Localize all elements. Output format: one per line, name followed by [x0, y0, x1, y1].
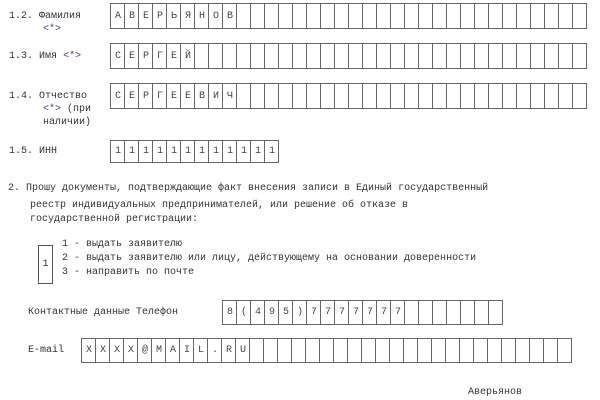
option-3: 3 - направить по почте [62, 267, 195, 278]
email-field[interactable] [81, 338, 572, 363]
char-cell [376, 338, 390, 363]
request-text-line2: реестр индивидуальных предпринимателей, или решение об отказе в [30, 200, 409, 211]
char-cell [307, 83, 321, 109]
email-value: XXXX@MAIL.RU [86, 345, 255, 356]
char-cell [405, 43, 419, 69]
char-cell [321, 3, 335, 29]
char-cell [461, 300, 475, 325]
char-cell [433, 300, 447, 325]
char-cell [419, 83, 433, 109]
char-cell [516, 338, 530, 363]
surname-label: 1.2. Фамилия [9, 11, 82, 22]
char-cell [489, 43, 503, 69]
name-field[interactable] [110, 43, 587, 69]
char-cell [460, 338, 474, 363]
char-cell [559, 83, 573, 109]
char-cell [474, 338, 488, 363]
char-cell [489, 83, 503, 109]
name-label: 1.3. Имя <*> [9, 51, 82, 62]
char-cell [432, 338, 446, 363]
char-cell [405, 3, 419, 29]
char-cell [405, 83, 419, 109]
char-cell [517, 83, 531, 109]
char-cell [419, 300, 433, 325]
char-cell [461, 43, 475, 69]
char-cell [391, 3, 405, 29]
surname-value: АВЕРЬЯНОВ [115, 10, 242, 22]
inn-field[interactable] [110, 140, 284, 163]
char-cell [377, 43, 391, 69]
char-cell [363, 3, 377, 29]
char-cell [321, 43, 335, 69]
request-text-line3: государственной регистрации: [30, 214, 199, 225]
char-cell [334, 338, 348, 363]
option-1: 1 - выдать заявителю [62, 239, 183, 250]
char-cell [447, 3, 461, 29]
char-cell [461, 3, 475, 29]
char-cell [293, 3, 307, 29]
char-cell [363, 83, 377, 109]
char-cell [362, 338, 376, 363]
char-cell [461, 83, 475, 109]
required-mark: <*> [43, 24, 62, 35]
request-text-line1: 2. Прошу документы, подтверждающие факт внесения записи в Единый государственный [8, 183, 489, 194]
char-cell [517, 43, 531, 69]
char-cell [502, 338, 516, 363]
char-cell [558, 338, 572, 363]
char-cell [349, 3, 363, 29]
char-cell [279, 43, 293, 69]
char-cell [418, 338, 432, 363]
char-cell [293, 43, 307, 69]
char-cell [447, 43, 461, 69]
email-label: E-mail [28, 345, 65, 356]
char-cell [223, 43, 237, 69]
char-cell [279, 3, 293, 29]
char-cell [517, 3, 531, 29]
char-cell [363, 43, 377, 69]
option-2: 2 - выдать заявителю или лицу, действующему на основании доверенности [62, 253, 477, 264]
patronymic-field[interactable] [110, 83, 587, 109]
char-cell [475, 43, 489, 69]
char-cell [419, 43, 433, 69]
char-cell [531, 3, 545, 29]
char-cell [475, 83, 489, 109]
patronymic-label-extra2: наличии) [43, 117, 92, 128]
surname-field[interactable] [110, 3, 587, 29]
char-cell [320, 338, 334, 363]
char-cell [251, 83, 265, 109]
patronymic-label-extra: <*> (при [43, 104, 92, 115]
char-cell [349, 43, 363, 69]
char-cell [433, 83, 447, 109]
char-cell [530, 338, 544, 363]
char-cell [377, 83, 391, 109]
phone-value: 8(495)7777777 [227, 307, 410, 318]
inn-value: 111111111111 [115, 146, 284, 157]
char-cell [306, 338, 320, 363]
name-value: СЕРГЕЙ [115, 50, 200, 62]
patronymic-value: СЕРГЕЕВИЧ [115, 90, 242, 102]
char-cell [559, 3, 573, 29]
char-cell [349, 83, 363, 109]
char-cell [335, 3, 349, 29]
char-cell [251, 43, 265, 69]
char-cell [251, 3, 265, 29]
char-cell [545, 43, 559, 69]
char-cell [292, 338, 306, 363]
char-cell [307, 3, 321, 29]
char-cell [279, 83, 293, 109]
inn-label: 1.5. ИНН [9, 146, 58, 157]
char-cell [404, 338, 418, 363]
char-cell [573, 3, 587, 29]
char-cell [475, 3, 489, 29]
char-cell [503, 43, 517, 69]
char-cell [377, 3, 391, 29]
char-cell [391, 83, 405, 109]
char-cell [447, 83, 461, 109]
char-cell [265, 83, 279, 109]
phone-field[interactable] [222, 300, 503, 325]
char-cell [433, 43, 447, 69]
char-cell [391, 43, 405, 69]
char-cell [237, 43, 251, 69]
char-cell [307, 43, 321, 69]
char-cell [544, 338, 558, 363]
char-cell [503, 3, 517, 29]
delivery-choice-box[interactable]: 1 [38, 245, 53, 284]
char-cell [559, 43, 573, 69]
char-cell [446, 338, 460, 363]
char-cell [335, 83, 349, 109]
char-cell [489, 300, 503, 325]
char-cell [545, 3, 559, 29]
char-cell [447, 300, 461, 325]
patronymic-label: 1.4. Отчество [9, 91, 88, 102]
char-cell [264, 338, 278, 363]
char-cell [419, 3, 433, 29]
char-cell [573, 83, 587, 109]
char-cell [209, 43, 223, 69]
char-cell [265, 3, 279, 29]
signature: Аверьянов [468, 387, 523, 398]
char-cell [348, 338, 362, 363]
char-cell [433, 3, 447, 29]
char-cell [531, 83, 545, 109]
char-cell [265, 43, 279, 69]
phone-label: Контактные данные Телефон [28, 307, 179, 318]
char-cell [321, 83, 335, 109]
char-cell [293, 83, 307, 109]
char-cell [503, 83, 517, 109]
char-cell [573, 43, 587, 69]
char-cell [489, 3, 503, 29]
char-cell [545, 83, 559, 109]
char-cell [278, 338, 292, 363]
char-cell [390, 338, 404, 363]
char-cell [335, 43, 349, 69]
char-cell [488, 338, 502, 363]
char-cell [531, 43, 545, 69]
char-cell [475, 300, 489, 325]
